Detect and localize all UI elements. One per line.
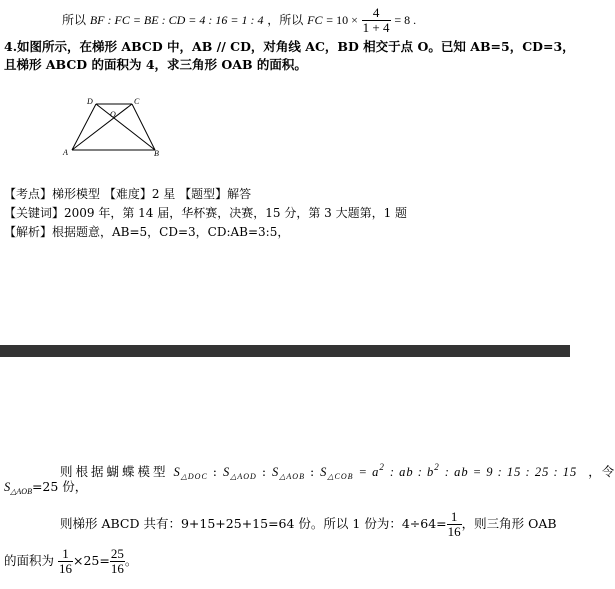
solution-line-3 (60, 510, 557, 539)
s-aod: $S_{\triangle AOD}$ (222, 465, 257, 481)
top-fraction (362, 6, 391, 35)
diagonal-bd (96, 104, 155, 150)
solution-line-3-text: 则梯形 ABCD 共有：9+15+25+15=64 份。所以 1 份为：4÷64= (60, 516, 447, 531)
top-mid: ，所以 (267, 13, 304, 27)
problem-line-1: 4.如图所示，在梯形 ABCD 中，AB // CD，对角线 AC，BD 相交于点 O。已知 AB=5，CD=3， (4, 39, 575, 54)
solution-line-4-text: 的面积为 (4, 553, 55, 568)
solution-line-4-mid: ×25= (73, 553, 110, 568)
solution-line-4 (4, 547, 137, 576)
top-eq: = 10 × (326, 13, 358, 27)
top-fraction-den: 1 + 4 (362, 20, 390, 35)
top-end: = 8 . (394, 13, 417, 27)
label-d: D (87, 97, 93, 106)
meta-row-2: 【关键词】2009 年，第 14 届，华杯赛，决赛，15 分，第 3 大题第，1 题 (4, 206, 408, 220)
label-b: B (154, 149, 159, 158)
trapezoid-figure (60, 95, 170, 157)
meta-row-1: 【考点】梯形模型 【难度】2 星 【题型】解答 (4, 187, 252, 201)
s-aob-set: $S_{\triangle AOB}$ (4, 480, 32, 496)
top-ratio: BF : FC = BE : CD = 4 : 16 = 1 : 4 (89, 13, 264, 27)
solution-line-1: 则根据蝴蝶模型 $S_{\triangle DOC}$ : $S_{\triangle AOD}$ : $S_{\triangle AOB}$ : $S_{\triangle COB} = a^2$ : ab : $b^2$ : ab = 9 : 15 : 25 : 15 ，令 (60, 462, 615, 481)
fraction-1-16: $\frac{1}{16}$ (447, 509, 461, 539)
label-o: O (110, 110, 116, 119)
ratio-b2: : ab : $b^2$ (389, 462, 440, 479)
top-fc: FC (307, 13, 323, 27)
label-c: C (134, 97, 140, 106)
edge-bc (132, 104, 155, 150)
solution-line-2-text: =25 份， (31, 479, 88, 494)
s-doc: $S_{\triangle DOC}$ (173, 465, 208, 481)
top-fraction-num: 4 (372, 5, 380, 20)
solution-line-4-end: 。 (124, 553, 138, 568)
ratio-a2: = $a^2$ (358, 462, 385, 479)
label-a: A (63, 148, 68, 157)
problem-line-2: 且梯形 ABCD 的面积为 4，求三角形 OAB 的面积。 (4, 57, 307, 72)
ratio-values: : ab = 9 : 15 : 25 : 15 (444, 465, 578, 479)
edge-ad (72, 104, 96, 150)
meta-row-3: 【解析】根据题意，AB=5，CD=3，CD:AB=3:5， (4, 225, 290, 239)
s-aob: $S_{\triangle AOB}$ (272, 465, 305, 481)
fraction-1-16-b: $\frac{1}{16}$ (59, 546, 72, 576)
s-cob: $S_{\triangle COB}$ (320, 465, 354, 481)
fraction-25-16: $\frac{25}{16}$ (110, 546, 124, 576)
solution-line-2 (4, 478, 87, 501)
solution-suffix: ，令 (588, 464, 615, 479)
solution-line-3-end: ，则三角形 OAB (461, 516, 557, 531)
solution-prefix: 则根据蝴蝶模型 (60, 464, 169, 479)
top-formula-line (62, 6, 416, 35)
diagonal-ac (72, 104, 132, 150)
top-prefix: 所以 (62, 13, 87, 27)
page-divider (0, 345, 570, 357)
